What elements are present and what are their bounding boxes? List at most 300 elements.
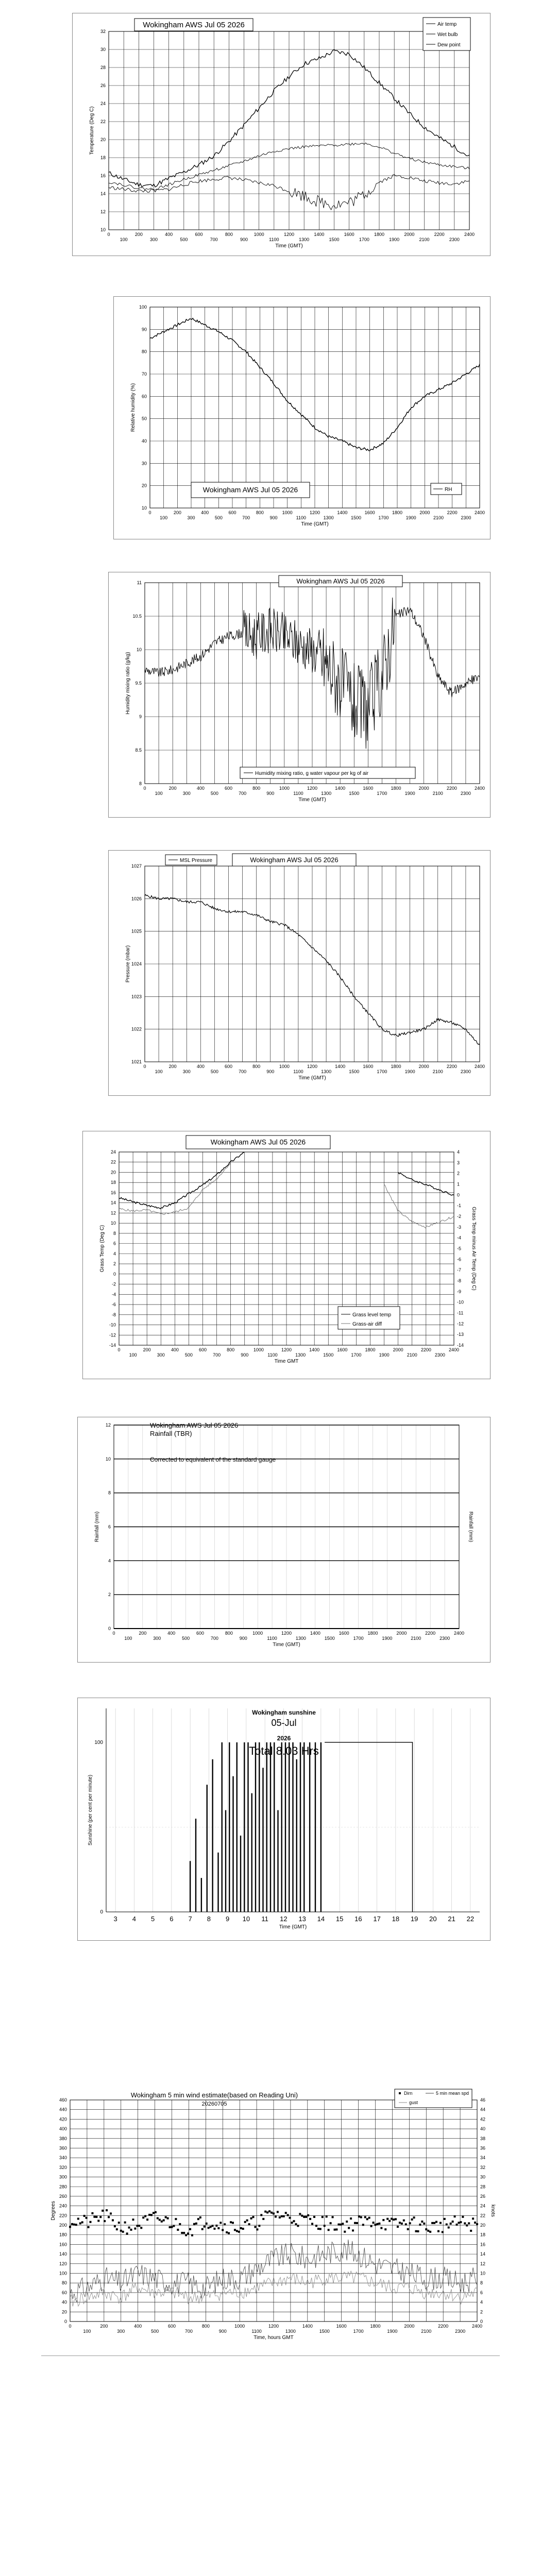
x-tick-label: 2200 [446,1064,457,1069]
y2-tick-label: 32 [480,2164,486,2170]
direction-point [332,2216,334,2218]
x-tick-label: 200 [139,1631,147,1636]
x-tick-label: 600 [228,510,236,515]
x-tick-label: 200 [173,510,181,515]
x-tick-label: 100 [120,237,128,242]
x-tick-label: 300 [117,2329,125,2334]
direction-point [403,2219,405,2222]
x-tick-label: 700 [210,237,218,242]
direction-point [472,2217,474,2219]
direction-point [219,2222,222,2224]
x-tick-label: 1400 [302,2324,313,2329]
direction-point [386,2218,388,2220]
y-tick-label: 300 [59,2174,67,2180]
direction-point [157,2217,159,2219]
direction-point [173,2225,175,2227]
y-tick-label: 160 [59,2242,67,2247]
x-tick-label: 500 [151,2329,159,2334]
x-tick-label: 0 [148,510,151,515]
x-tick-label: 1300 [295,1636,306,1641]
direction-point [181,2232,183,2234]
x-tick-label: 1600 [364,510,375,515]
pressure-chart-svg [109,851,490,1095]
direction-point [281,2215,283,2217]
direction-point [142,2216,144,2218]
x-tick-label: 300 [182,791,191,796]
y-tick-label: 60 [141,394,147,399]
x-axis-title: Time (GMT) [275,243,303,249]
x-tick-label: 21 [448,1915,455,1923]
y-tick-label: -10 [109,1322,116,1328]
chart-title: Wokingham 5 min wind estimate(based on Reading Uni) [130,2091,298,2099]
y-tick-label: 140 [59,2251,67,2257]
y2-tick-label: -6 [457,1257,462,1262]
direction-point [128,2227,130,2229]
direction-point [366,2218,368,2220]
x-tick-label: 1600 [363,786,374,791]
x-tick-label: 1000 [252,1631,263,1636]
direction-point [93,2216,95,2218]
direction-point [102,2210,104,2212]
x-tick-label: 2300 [460,1069,471,1074]
y-tick-label: 8 [113,1230,116,1236]
y-tick-label: 10 [141,505,147,511]
x-tick-label: 2300 [460,791,471,796]
chart-total: Total 8.03 Hrs [249,1744,319,1757]
x-tick-label: 1200 [281,1347,292,1352]
series-line-diff-evening [384,1184,453,1228]
y-tick-label: 120 [59,2261,67,2266]
x-tick-label: 1900 [389,237,400,242]
y-tick-label: 80 [141,349,147,354]
y-tick-label: 22 [110,1159,116,1165]
y-axis-title: Pressure (mbar) [125,945,131,983]
direction-point [368,2217,370,2219]
direction-point [90,2221,92,2223]
x-tick-label: 800 [201,2324,210,2329]
y-axis-title: Grass Temp (Deg C) [99,1225,105,1273]
direction-point [213,2228,215,2230]
direction-point [373,2222,375,2224]
x-tick-label: 100 [124,1636,132,1641]
direction-point [299,2213,301,2215]
y-tick-label: 260 [59,2193,67,2199]
direction-point [384,2228,386,2230]
direction-point [230,2221,232,2223]
x-tick-label: 300 [187,515,195,520]
direction-point [456,2224,458,2226]
x-tick-label: 1500 [349,1069,360,1074]
direction-point [88,2226,90,2228]
direction-point [279,2216,281,2218]
x-tick-label: 2400 [474,786,485,791]
y-tick-label: 30 [141,461,147,466]
direction-point [106,2209,108,2211]
direction-point [163,2219,165,2222]
y2-tick-label: 24 [480,2203,486,2209]
direction-point [153,2212,155,2214]
x-tick-label: 1500 [349,791,360,796]
x-tick-label: 20 [429,1915,437,1923]
y-tick-label: 20 [61,2309,67,2315]
direction-point [140,2227,142,2229]
sunshine-block [325,1742,412,1912]
direction-point [167,2217,169,2219]
legend-label: RH [445,487,452,493]
direction-point [439,2222,442,2224]
direction-point [122,2231,124,2233]
y2-tick-label: 38 [480,2136,486,2141]
chart-title: Wokingham AWS Jul 05 2026 [202,485,298,494]
y2-tick-label: -13 [457,1332,464,1337]
x-tick-label: 800 [225,232,233,237]
y-tick-label: 18 [100,155,106,160]
direction-point [285,2212,287,2214]
direction-point [340,2224,342,2226]
x-tick-label: 4 [132,1915,136,1923]
x-tick-label: 900 [266,1069,275,1074]
direction-point [86,2217,88,2219]
x-tick-label: 1300 [323,515,334,520]
x-tick-label: 1000 [279,786,290,791]
y-tick-label: -6 [111,1302,116,1308]
direction-point [307,2214,309,2216]
direction-point [474,2222,476,2224]
direction-point [395,2218,397,2220]
y2-tick-label: -3 [457,1224,462,1230]
direction-point [208,2227,210,2229]
y-tick-label: 9 [139,714,142,719]
x-tick-label: 500 [214,515,223,520]
direction-point [382,2219,384,2221]
y-tick-label: 10.5 [132,614,142,619]
x-tick-label: 2400 [464,232,475,237]
x-tick-label: 22 [466,1915,475,1923]
y-tick-label: 2 [113,1261,116,1267]
x-tick-label: 2400 [474,1064,485,1069]
direction-point [95,2216,97,2218]
y-tick-label: 400 [59,2126,67,2132]
direction-point [71,2223,73,2225]
direction-point [452,2221,454,2223]
x-tick-label: 1300 [285,2329,296,2334]
y-tick-label: 180 [59,2232,67,2238]
y-tick-label: 40 [141,438,147,444]
x-tick-label: 0 [143,786,146,791]
direction-point [155,2211,157,2213]
direction-point [287,2214,289,2216]
x-tick-label: 1900 [379,1352,390,1358]
y-tick-label: 2 [108,1592,111,1598]
y2-axis-title: Rainfall (mm) [468,1511,474,1543]
direction-point [224,2223,226,2225]
x-tick-label: 2400 [474,510,485,515]
y-tick-label: 80 [61,2280,67,2286]
y-tick-label: 9.5 [135,681,142,686]
y2-tick-label: 40 [480,2126,486,2132]
x-tick-label: 1200 [309,510,320,515]
x-tick-label: 900 [239,1636,247,1641]
y-tick-label: 240 [59,2203,67,2209]
y-tick-label: 14 [100,191,106,196]
x-tick-label: 200 [100,2324,108,2329]
y-tick-label: 0 [64,2319,67,2324]
y-tick-label: 1022 [131,1026,142,1032]
y-tick-label: 0 [113,1271,116,1277]
y-tick-label: 420 [59,2116,67,2122]
y2-tick-label: 6 [480,2290,483,2295]
y2-tick-label: 0 [457,1192,460,1198]
rainfall-chart [77,1417,491,1663]
direction-point [161,2221,163,2223]
y2-tick-label: 44 [480,2107,486,2112]
x-tick-label: 1200 [268,2324,279,2329]
y-tick-label: 12 [100,209,106,214]
legend-label: Air temp [437,22,457,27]
y-axis-title: Rainfall (mm) [94,1511,100,1543]
x-tick-label: 300 [153,1636,161,1641]
x-axis-title: Time (GMT) [298,1075,326,1081]
direction-point [270,2212,273,2214]
direction-point [238,2231,240,2233]
x-tick-label: 2300 [449,237,460,242]
x-tick-label: 400 [167,1631,176,1636]
y-tick-label: -4 [111,1292,116,1297]
x-tick-label: 2100 [433,515,444,520]
mixing-ratio-chart [108,572,491,818]
direction-point [354,2222,356,2224]
legend-label: gust [409,2100,418,2105]
direction-point [335,2228,337,2230]
x-tick-label: 800 [252,1064,261,1069]
x-tick-label: 1800 [392,510,403,515]
direction-point [464,2223,466,2225]
y-axis-title: Relative humidity (%) [130,383,136,432]
y2-tick-label: 12 [480,2261,486,2266]
direction-point [159,2219,161,2221]
sunshine-chart-svg [78,1698,490,1940]
x-tick-label: 400 [134,2324,142,2329]
x-tick-label: 1000 [234,2324,245,2329]
y2-tick-label: 42 [480,2116,486,2122]
direction-point [266,2211,268,2213]
x-tick-label: 900 [266,791,275,796]
direction-point [179,2223,181,2225]
y-tick-label: 380 [59,2136,67,2141]
direction-point [324,2225,326,2227]
x-tick-label: 300 [157,1352,165,1358]
y-tick-label: 1021 [131,1059,142,1064]
direction-point [476,2223,478,2225]
direction-point [91,2212,93,2214]
direction-point [275,2216,277,2218]
x-tick-label: 100 [129,1352,137,1358]
x-tick-label: 1300 [321,1069,332,1074]
direction-point [315,2225,317,2227]
y-tick-label: 200 [59,2223,67,2228]
chart-subtitle: Rainfall (TBR) [150,1430,192,1437]
mixing-ratio-chart-svg [109,572,490,817]
x-tick-label: 2400 [471,2324,483,2329]
direction-point [413,2216,415,2218]
direction-point [69,2226,71,2228]
direction-point [326,2215,328,2217]
y-tick-label: 1027 [131,863,142,869]
y-tick-label: 280 [59,2184,67,2190]
direction-point [210,2226,212,2228]
direction-point [433,2222,435,2224]
x-tick-label: 600 [224,786,233,791]
direction-point [240,2227,242,2229]
x-tick-label: 1500 [350,515,362,520]
x-tick-label: 700 [213,1352,221,1358]
y-tick-label: 6 [113,1241,116,1246]
x-tick-label: 1900 [382,1636,393,1641]
x-axis-title: Time GMT [274,1359,299,1364]
y-tick-label: 10 [110,1221,116,1226]
x-tick-label: 300 [182,1069,191,1074]
y2-tick-label: -2 [457,1214,462,1219]
legend-swatch [399,2092,401,2094]
x-tick-label: 1700 [359,237,369,242]
legend-label: Grass-air diff [352,1321,382,1327]
x-tick-label: 2200 [420,1347,431,1352]
y2-tick-label: 0 [480,2319,483,2324]
direction-point [322,2216,324,2218]
x-tick-label: 13 [298,1915,306,1923]
legend-label: Dirn [404,2091,413,2096]
x-tick-label: 1200 [283,232,295,237]
direction-point [362,2224,364,2226]
x-tick-label: 200 [134,232,143,237]
x-tick-label: 12 [280,1915,288,1923]
x-tick-label: 0 [112,1631,115,1636]
wind-chart-svg [44,2087,498,2350]
direction-point [256,2228,258,2230]
x-tick-label: 10 [242,1915,250,1923]
x-tick-label: 100 [160,515,168,520]
x-tick-label: 1000 [279,1064,290,1069]
x-tick-label: 2200 [447,510,458,515]
direction-point [291,2222,293,2224]
direction-point [313,2216,315,2218]
y2-tick-label: 1 [457,1181,460,1187]
direction-point [99,2216,102,2218]
direction-point [407,2228,409,2230]
x-tick-label: 2000 [404,232,415,237]
legend-label: Wet bulb [437,32,458,38]
y-tick-label: 26 [100,83,106,88]
direction-point [380,2227,382,2229]
x-tick-label: 11 [261,1915,268,1923]
y-tick-label: 18 [110,1180,116,1185]
y2-tick-label: 30 [480,2174,486,2180]
x-tick-label: 0 [107,232,110,237]
direction-point [352,2229,354,2231]
direction-point [388,2220,391,2222]
x-tick-label: 500 [184,1352,193,1358]
direction-point [409,2222,411,2224]
y-tick-label: 100 [59,2270,67,2276]
direction-point [462,2216,464,2218]
y2-tick-label: 4 [480,2299,483,2305]
direction-point [411,2218,413,2221]
y-tick-label: 460 [59,2097,67,2103]
y-tick-label: 360 [59,2145,67,2151]
x-tick-label: 1300 [295,1352,306,1358]
x-tick-label: 1400 [314,232,325,237]
y-tick-label: 100 [94,1739,103,1745]
sunshine-chart [77,1698,491,1941]
direction-point [185,2234,187,2236]
y-tick-label: 10 [100,227,106,232]
y-tick-label: -12 [109,1332,116,1338]
y2-tick-label: 16 [480,2242,486,2247]
direction-point [375,2224,377,2226]
x-tick-label: 2000 [396,1631,407,1636]
x-axis-title: Time (GMT) [298,797,326,803]
direction-point [337,2224,340,2226]
direction-point [126,2232,128,2234]
x-tick-label: 1000 [282,510,293,515]
direction-point [370,2225,373,2227]
x-tick-label: 1200 [307,1064,318,1069]
x-tick-label: 1500 [323,1352,334,1358]
legend-label: Humidity mixing ratio, g water vapour per kg of air [255,771,369,776]
x-tick-label: 1100 [293,791,303,796]
y-tick-label: 70 [141,371,147,377]
x-tick-label: 8 [207,1915,211,1923]
x-tick-label: 1300 [299,237,310,242]
x-tick-label: 1100 [269,237,279,242]
series-line-grass-morning [119,1153,244,1209]
direction-point [344,2231,346,2233]
direction-point [309,2218,311,2220]
y2-tick-label: 14 [480,2251,486,2257]
x-tick-label: 900 [240,237,248,242]
direction-point [448,2227,450,2229]
direction-point [277,2211,279,2213]
y2-tick-label: -7 [457,1267,462,1273]
x-tick-label: 2000 [404,2324,415,2329]
direction-point [442,2231,444,2233]
direction-point [97,2220,99,2222]
y2-tick-label: 8 [480,2280,483,2286]
direction-point [242,2228,244,2230]
direction-point [201,2228,204,2230]
direction-point [268,2210,270,2212]
x-tick-label: 1700 [378,515,389,520]
y2-tick-label: -11 [457,1310,464,1316]
direction-point [399,2222,401,2224]
x-tick-label: 1400 [309,1347,320,1352]
x-tick-label: 700 [184,2329,193,2334]
y2-tick-label: -1 [457,1203,462,1209]
x-tick-label: 2100 [411,1636,421,1641]
direction-point [199,2216,201,2218]
x-tick-label: 0 [117,1347,121,1352]
x-tick-label: 1700 [353,1636,364,1641]
x-tick-label: 1200 [307,786,318,791]
x-tick-label: 2200 [446,786,457,791]
y2-tick-label: -8 [457,1278,462,1283]
x-tick-label: 1700 [351,1352,362,1358]
x-tick-label: 2000 [418,1064,429,1069]
direction-point [112,2219,114,2222]
x-tick-label: 1900 [387,2329,398,2334]
y-tick-label: 8 [108,1490,111,1496]
x-tick-label: 1100 [251,2329,262,2334]
